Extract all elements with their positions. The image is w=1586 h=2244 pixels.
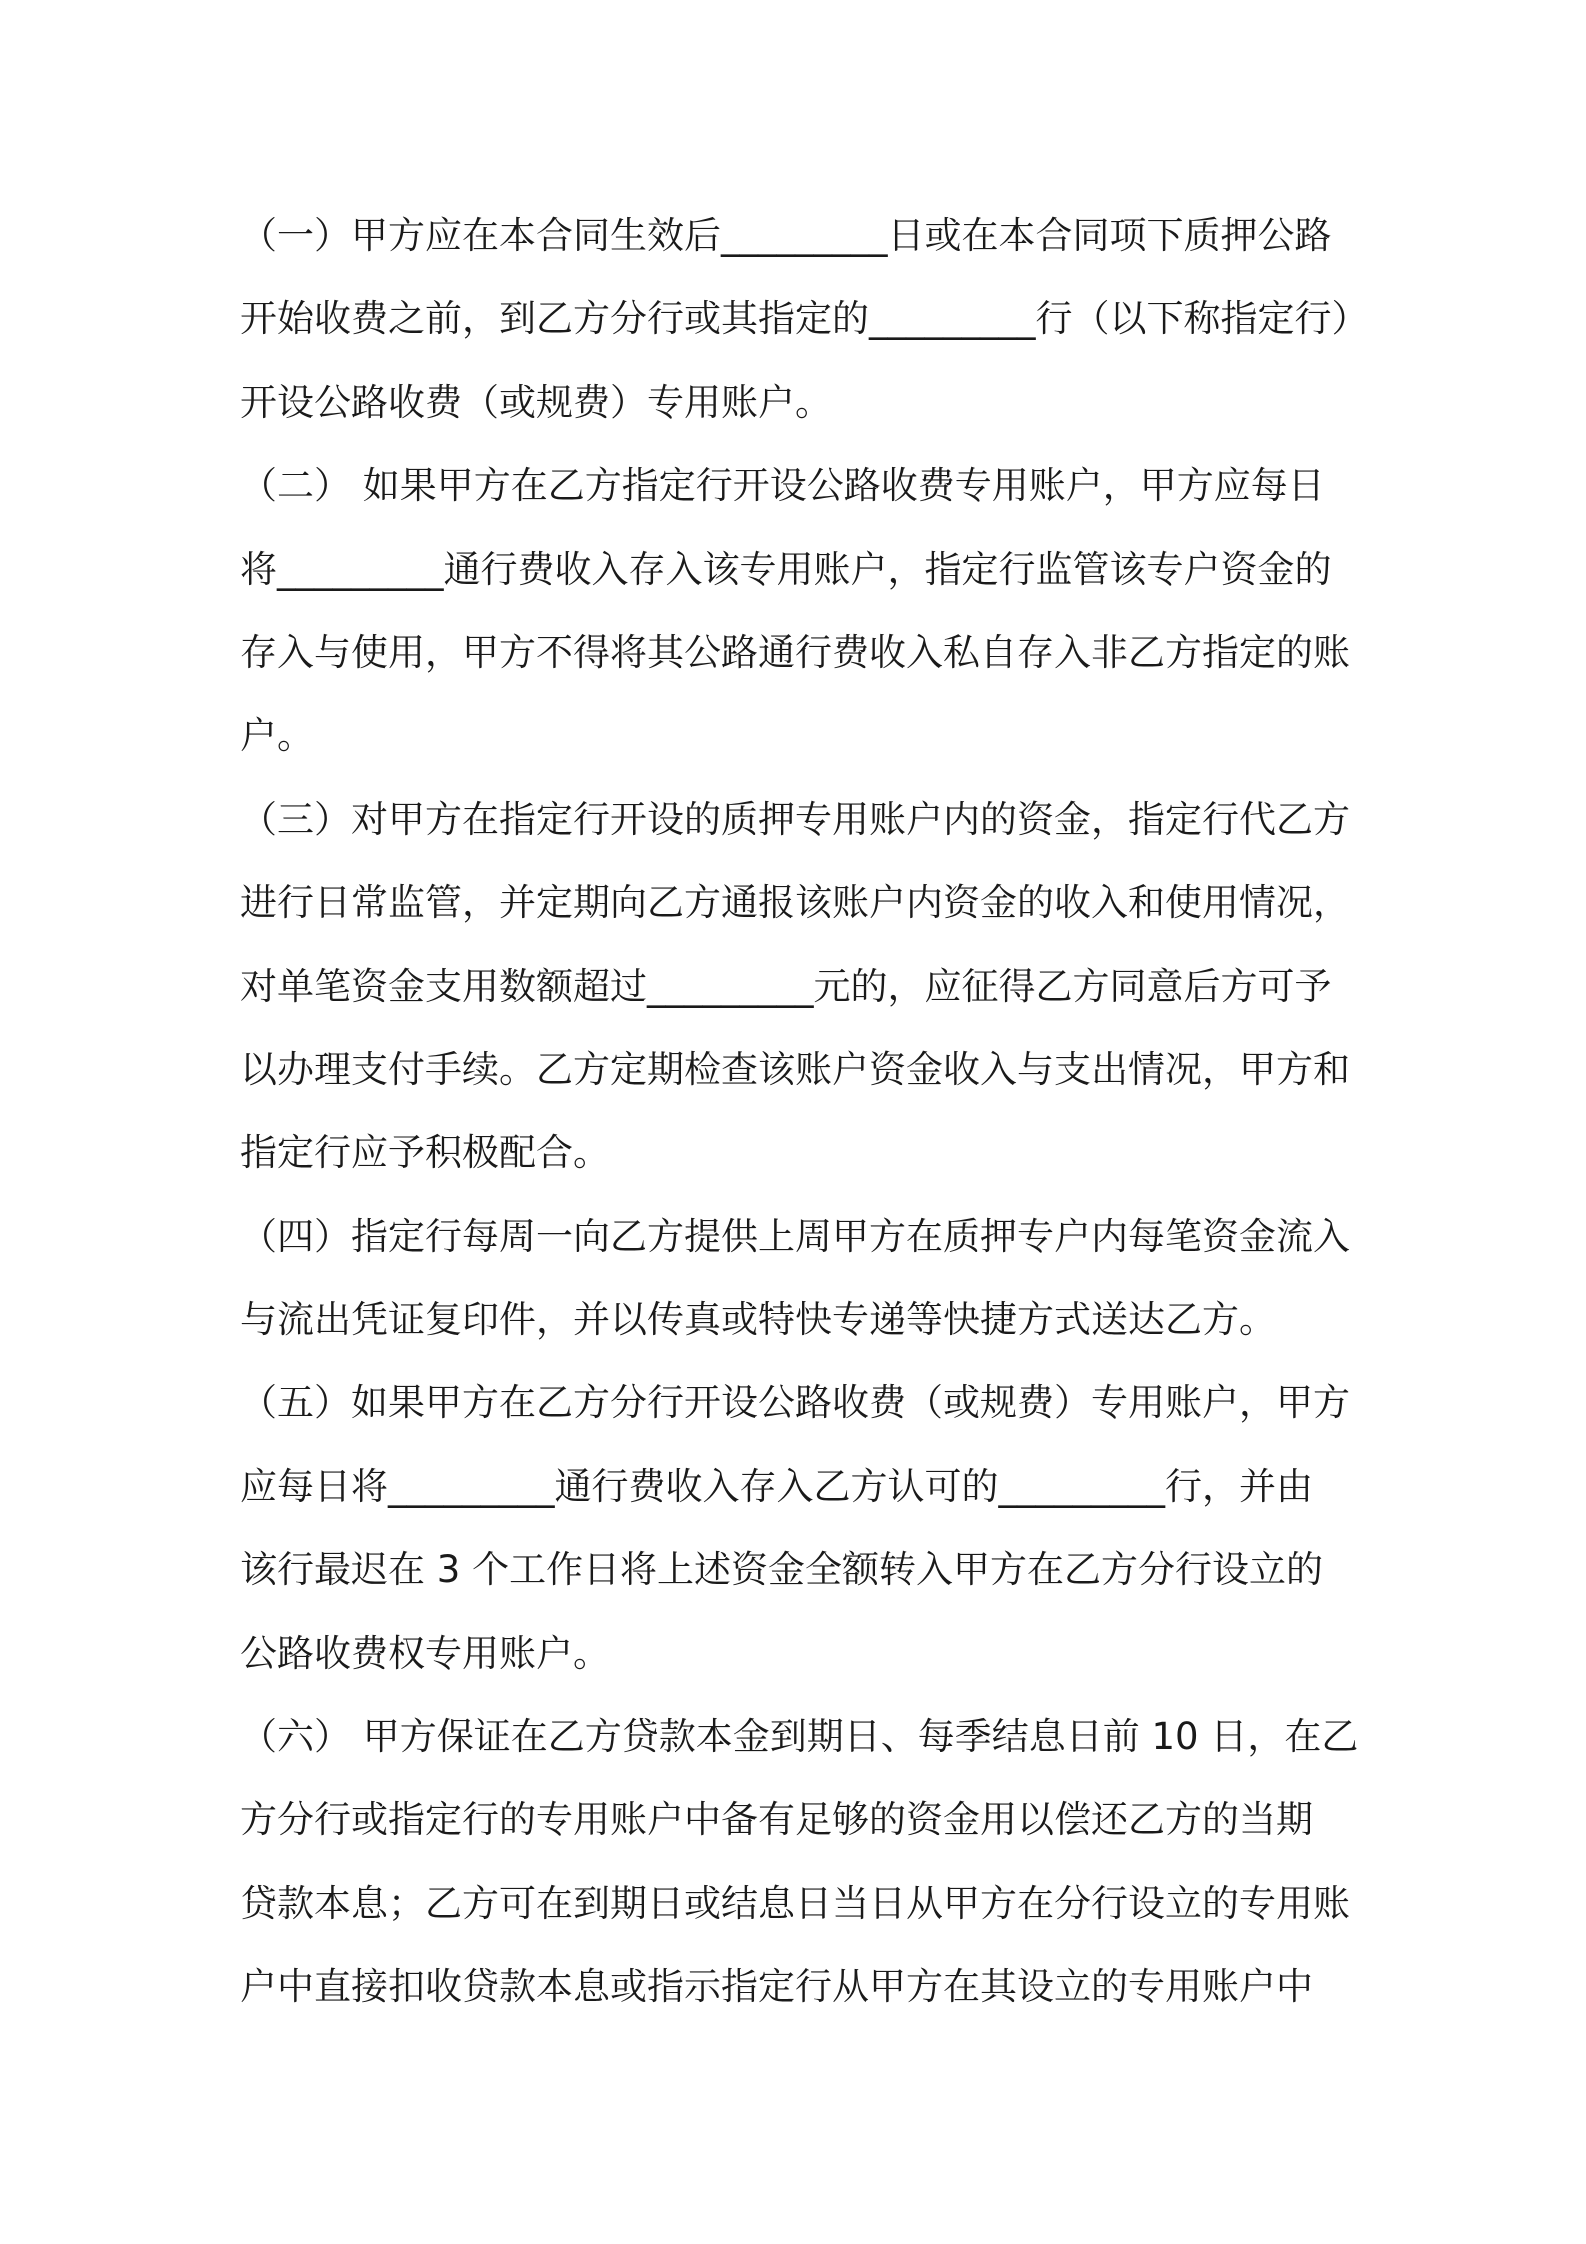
text-line: 将_________通行费收入存入该专用账户，指定行监管该专户资金的 [240,547,1332,591]
text-line: 以办理支付手续。乙方定期检查该账户资金收入与支出情况，甲方和 [240,1047,1350,1091]
text-line: 存入与使用，甲方不得将其公路通行费收入私自存入非乙方指定的账 [240,630,1350,674]
text-line: 开始收费之前，到乙方分行或其指定的_________行（以下称指定行） [240,297,1369,341]
clause-4 [240,1195,1350,1362]
text-line: 贷款本息；乙方可在到期日或结息日当日从甲方在分行设立的专用账 [240,1881,1350,1925]
text-line: 该行最迟在 3 个工作日将上述资金全额转入甲方在乙方分行设立的 [240,1548,1324,1592]
text-line: 与流出凭证复印件，并以传真或特快专递等快捷方式送达乙方。 [240,1298,1276,1342]
text-line: （一）甲方应在本合同生效后_________日或在本合同项下质押公路 [240,214,1332,257]
text-line: 户。 [240,714,314,758]
text-line: 指定行应予积极配合。 [240,1131,610,1175]
text-line: 公路收费权专用账户。 [240,1631,610,1675]
text-line: 对单笔资金支用数额超过_________元的，应征得乙方同意后方可予 [240,964,1332,1008]
text-line: 开设公路收费（或规费）专用账户。 [240,380,832,424]
text-line: 应每日将_________通行费收入存入乙方认可的_________行，并由 [240,1464,1313,1508]
text-line: （五）如果甲方在乙方分行开设公路收费（或规费）专用账户，甲方 [240,1381,1350,1425]
text-line: 方分行或指定行的专用账户中备有足够的资金用以偿还乙方的当期 [240,1798,1313,1842]
text-line: （二） 如果甲方在乙方指定行开设公路收费专用账户，甲方应每日 [240,464,1325,508]
clause-2 [240,444,1350,778]
text-line: 户中直接扣收贷款本息或指示指定行从甲方在其设立的专用账户中 [240,1965,1313,2009]
text-line: （六） 甲方保证在乙方贷款本金到期日、每季结息日前 10 日，在乙 [240,1715,1359,1759]
clause-6 [240,1695,1359,2029]
text-line: （四）指定行每周一向乙方提供上周甲方在质押专户内每笔资金流入 [240,1214,1350,1258]
clause-3 [240,778,1350,1195]
clause-5 [240,1361,1350,1695]
clause-1 [240,194,1369,444]
document-body [240,194,1369,2029]
text-line: （三）对甲方在指定行开设的质押专用账户内的资金，指定行代乙方 [240,797,1350,841]
text-line: 进行日常监管，并定期向乙方通报该账户内资金的收入和使用情况， [240,881,1350,925]
